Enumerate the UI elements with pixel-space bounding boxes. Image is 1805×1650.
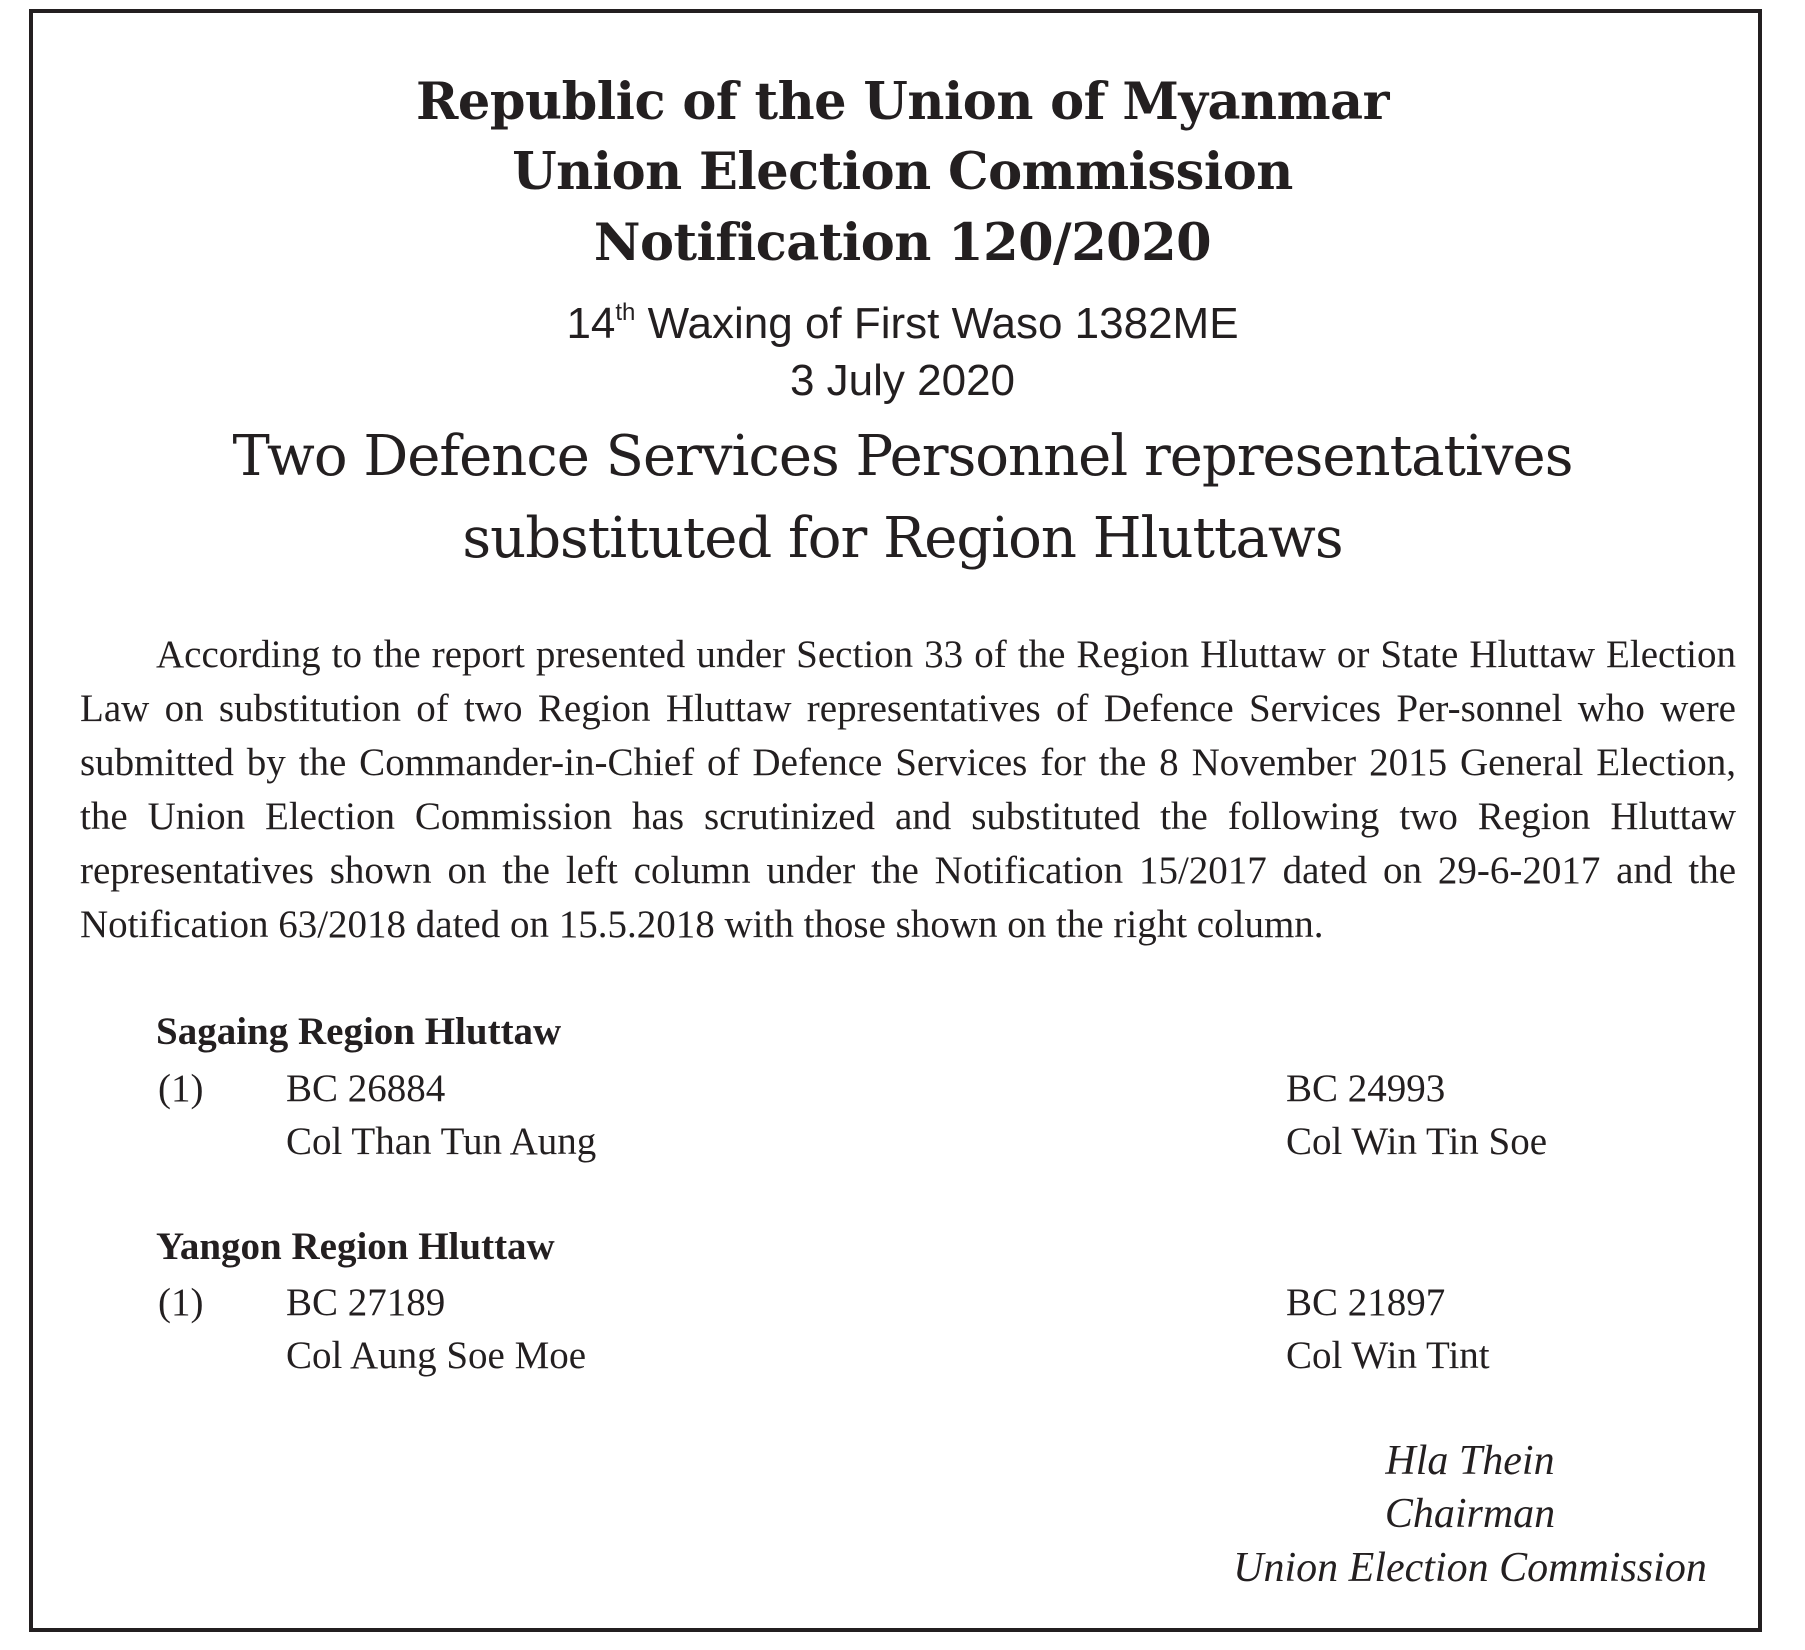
item-number: (1): [158, 1281, 204, 1324]
date-ordinal-suffix: th: [615, 299, 636, 326]
item-number: (1): [158, 1067, 204, 1110]
region-heading-sagaing: Sagaing Region Hluttaw: [156, 1010, 562, 1053]
gregorian-date: 3 July 2020: [789, 356, 1016, 405]
replaced-name: Col Aung Soe Moe: [286, 1334, 587, 1377]
substitute-id: BC 24993: [1286, 1067, 1446, 1110]
country-title: Republic of the Union of Myanmar: [416, 72, 1389, 132]
substitute-id: BC 21897: [1286, 1281, 1446, 1324]
substitute-name: Col Win Tint: [1286, 1334, 1490, 1377]
date-rest: Waxing of First Waso 1382ME: [635, 299, 1239, 348]
date-day: 14: [566, 299, 616, 348]
headline-line-2: substituted for Region Hluttaws: [462, 506, 1343, 571]
commission-title: Union Election Commission: [512, 142, 1293, 202]
replaced-name: Col Than Tun Aung: [286, 1120, 597, 1163]
body-paragraph: According to the report presented under Section 33 of the Region Hluttaw or State Hluttaw Election Law on substitution of two Region Hluttaw representatives of Defence Services Per-sonnel who were submitted by the Commander-in-Chief of Defence Services for the 8 November 2015 General Election, the Union Election Commission has scrutinized and substituted the following two Region Hluttaw representatives shown on the left column under the Notification 15/2017 dated on 29-6-2017 and the Notification 63/2018 dated on 15.5.2018 with those shown on the right column.: [80, 633, 1736, 946]
signatory-title: Chairman: [1384, 1491, 1556, 1537]
headline-line-1: Two Defence Services Personnel representatives: [232, 424, 1573, 489]
replaced-id: BC 27189: [286, 1281, 446, 1324]
signatory-organization: Union Election Commission: [1233, 1545, 1707, 1591]
region-heading-yangon: Yangon Region Hluttaw: [156, 1225, 555, 1268]
signatory-name: Hla Thein: [1385, 1438, 1555, 1484]
substitute-name: Col Win Tin Soe: [1286, 1120, 1548, 1163]
replaced-id: BC 26884: [286, 1067, 446, 1110]
notification-number: Notification 120/2020: [593, 213, 1212, 273]
myanmar-date: [0, 298, 1805, 357]
